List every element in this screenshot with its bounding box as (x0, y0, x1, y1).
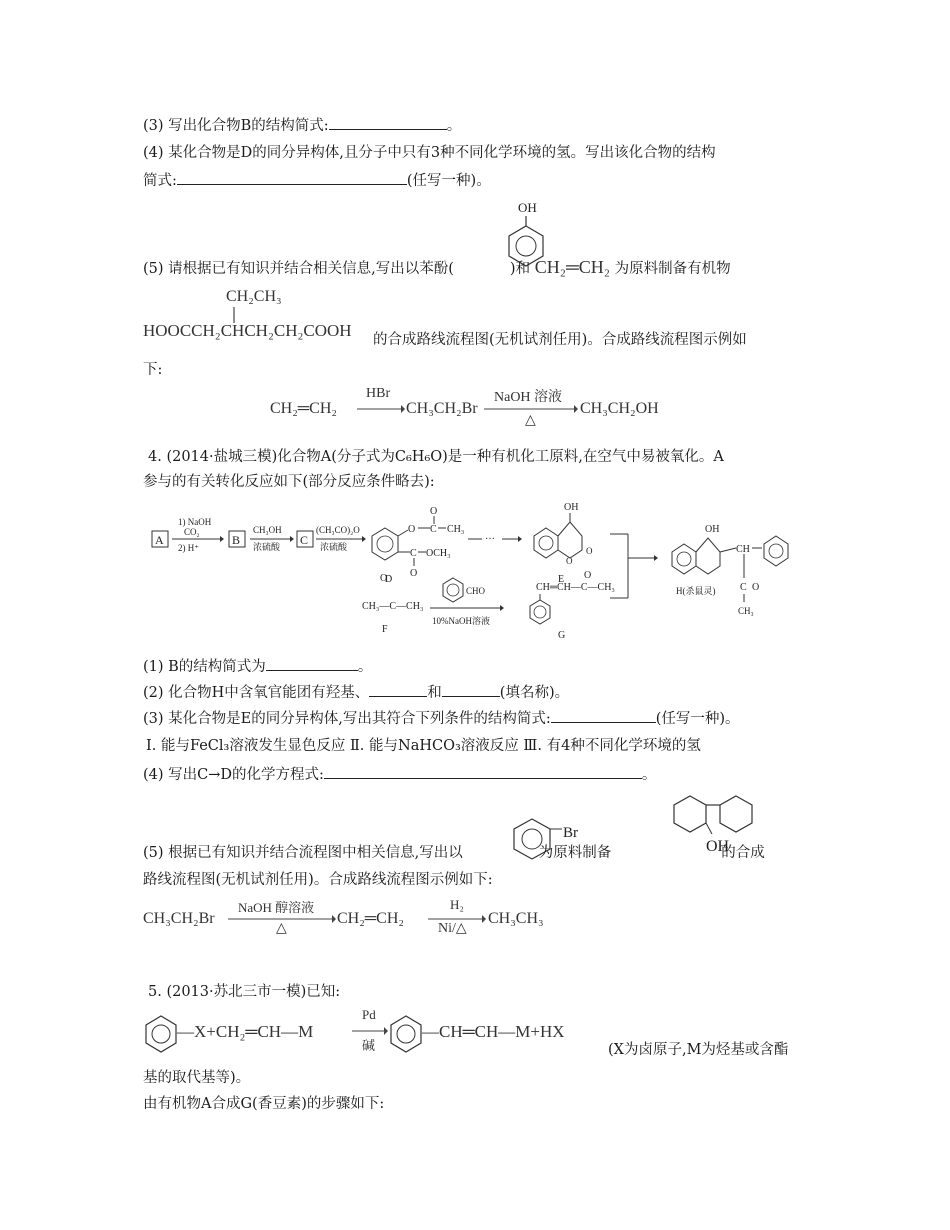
example-end: CH₃CH₃ (488, 910, 544, 927)
svg-text:F: F (382, 624, 388, 635)
svg-text:CH: CH (736, 544, 750, 555)
svg-text:CH₃: CH₃ (447, 524, 465, 535)
svg-text:O: O (410, 568, 418, 579)
target-molecule: HOOCCH₂CHCH₂CH₂COOH (143, 321, 352, 340)
oh-label: OH (518, 200, 537, 215)
svg-text:C: C (740, 582, 747, 593)
example-reagent-1: NaOH 醇溶液 (238, 900, 315, 915)
svg-text:CHO: CHO (466, 586, 486, 596)
answer-blank[interactable] (177, 170, 407, 185)
answer-blank[interactable] (551, 708, 656, 723)
svg-text:H(杀鼠灵): H(杀鼠灵) (676, 586, 716, 596)
q3-part3: (3) 写出化合物B的结构简式: 。 (143, 115, 461, 136)
svg-text:C: C (410, 548, 417, 559)
equation-left: —X+CH₂═CH—M (177, 1022, 314, 1041)
svg-text:E: E (558, 574, 565, 585)
q3-part5: (5) 请根据已有知识并结合相关信息,写出以苯酚( )和 CH₂═CH₂ 为原料制备有机物 (143, 257, 731, 277)
svg-text:Br: Br (563, 825, 578, 841)
q5-last: 由有机物A合成G(香豆素)的步骤如下: (143, 1096, 385, 1112)
q3-part4: (4) 某化合物是D的同分异构体,且分子中只有3种不同化学环境的氢。写出该化合物的结构 (143, 145, 716, 161)
arrow-icon (357, 404, 405, 414)
svg-text:OH: OH (564, 502, 579, 513)
svg-text:浓硫酸: 浓硫酸 (320, 542, 348, 552)
reaction-scheme (140, 498, 820, 648)
svg-text:浓硫酸: 浓硫酸 (253, 542, 281, 552)
svg-text:C: C (300, 533, 309, 547)
svg-text:C: C (430, 524, 437, 535)
svg-text:OH: OH (705, 524, 720, 535)
example-reagent-2: NaOH 溶液 (494, 390, 563, 405)
svg-text:OH: OH (706, 838, 730, 855)
q3-part4-line2: 简式: (任写一种)。 (143, 170, 491, 191)
svg-text:OCH₃: OCH₃ (426, 548, 451, 559)
heat-symbol: △ (525, 413, 536, 428)
answer-blank[interactable] (324, 764, 642, 779)
example-reagent-2: H₂ (450, 897, 464, 912)
q3-part5-below: 下: (143, 362, 163, 378)
answer-blank[interactable] (266, 656, 358, 671)
svg-text:CH═CH—C—CH₃: CH═CH—C—CH₃ (536, 582, 615, 593)
svg-text:G: G (558, 630, 566, 641)
svg-text:CH₃OH: CH₃OH (253, 525, 282, 535)
answer-blank[interactable] (442, 682, 500, 697)
q4-intro-2: 参与的有关转化反应如下(部分反应条件略去): (143, 474, 435, 490)
svg-text:···: ··· (485, 534, 495, 545)
svg-text:B: B (232, 533, 241, 547)
q5-intro: 5. (2013·苏北三市一模)已知: (148, 984, 341, 1000)
example-reagent-1: HBr (366, 386, 391, 401)
q5-note: (X为卤原子,M为烃基或含酯 (608, 1042, 789, 1058)
heat-symbol: △ (276, 921, 287, 936)
example-mid: CH₃CH₂Br (406, 400, 478, 417)
catalyst-condition: Ni/△ (438, 921, 467, 936)
q4-part2: (2) 化合物H中含氧官能团有羟基、 和 (填名称)。 (143, 682, 569, 703)
q4-part5: (5) 根据已有知识并结合流程图中相关信息,写出以 为原料制备 的合成 (143, 845, 765, 861)
svg-text:O: O (586, 546, 593, 556)
svg-text:A: A (155, 533, 164, 547)
svg-text:O: O (430, 506, 438, 517)
example-end: CH₃CH₂OH (580, 400, 659, 417)
svg-text:O: O (380, 573, 388, 584)
svg-text:O: O (566, 556, 573, 566)
svg-text:CH₃: CH₃ (738, 606, 754, 616)
svg-text:O: O (408, 524, 416, 535)
q5-note-2: 基的取代基等)。 (143, 1070, 251, 1086)
catalyst-bottom: 碱 (362, 1038, 376, 1053)
q4-conditions: Ⅰ. 能与FeCl₃溶液发生显色反应 Ⅱ. 能与NaHCO₃溶液反应 Ⅲ. 有4种不同化学环境的氢 (146, 738, 701, 754)
q4-part4: (4) 写出C→D的化学方程式: 。 (143, 764, 656, 785)
q4-intro: 4. (2014·盐城三模)化合物A(分子式为C₆H₆O)是一种有机化工原料,在空气中易被氧化。A (148, 449, 724, 465)
equation-right: —CH═CH—M+HX (422, 1022, 565, 1041)
answer-blank[interactable] (329, 115, 447, 130)
ethene-formula: CH₂═CH₂ (534, 257, 611, 277)
svg-text:O: O (752, 582, 760, 593)
catalyst-top: Pd (362, 1007, 376, 1022)
svg-text:1) NaOH: 1) NaOH (178, 517, 212, 527)
target-substituent: CH₂CH₃ (226, 288, 282, 305)
example-mid: CH₂═CH₂ (337, 910, 404, 927)
q3-part5-route: 的合成路线流程图(无机试剂任用)。合成路线流程图示例如 (373, 332, 747, 348)
answer-blank[interactable] (369, 682, 427, 697)
svg-text:O: O (584, 570, 592, 581)
svg-text:CH₃—C—CH₃: CH₃—C—CH₃ (362, 601, 424, 612)
svg-text:D: D (385, 574, 393, 585)
svg-text:2) H⁺: 2) H⁺ (178, 543, 199, 553)
svg-text:10%NaOH溶液: 10%NaOH溶液 (432, 616, 490, 626)
example-start: CH₂═CH₂ (270, 400, 337, 417)
svg-text:(CH₃CO)₂O: (CH₃CO)₂O (316, 525, 360, 535)
q4-part1: (1) B的结构简式为 。 (143, 656, 372, 677)
q4-part5-line2: 路线流程图(无机试剂任用)。合成路线流程图示例如下: (143, 872, 493, 888)
example-start: CH₃CH₂Br (143, 910, 215, 927)
svg-text:CO₂: CO₂ (184, 527, 200, 537)
q4-part3: (3) 某化合物是E的同分异构体,写出其符合下列条件的结构简式: (任写一种)。 (143, 708, 740, 729)
